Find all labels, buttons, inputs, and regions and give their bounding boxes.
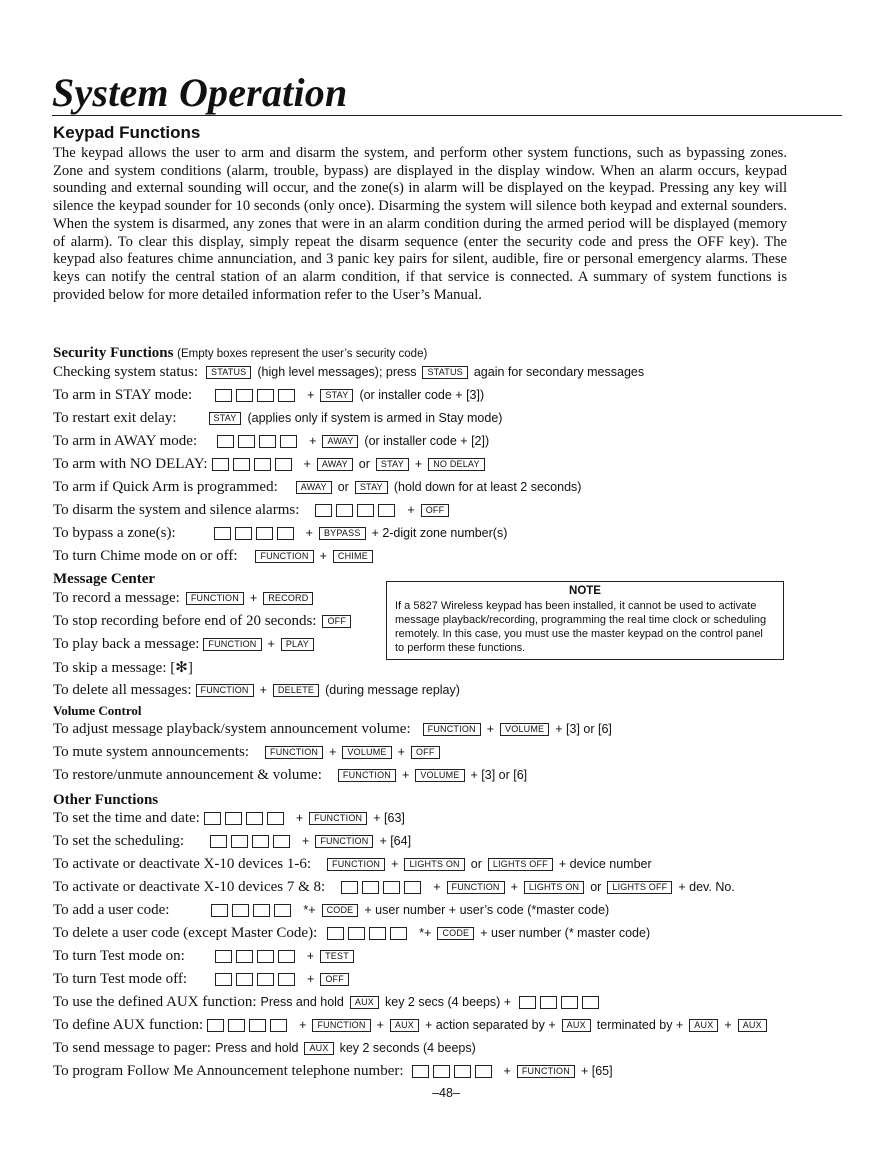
security-functions-heading <box>53 344 427 363</box>
function-text: (hold down for at least 2 seconds) <box>393 480 582 494</box>
key-code: CODE <box>322 904 359 917</box>
function-text: + <box>329 745 337 759</box>
security-code-boxes <box>212 458 296 471</box>
code-digit-box <box>235 527 252 540</box>
code-digit-box <box>215 389 232 402</box>
code-digit-box <box>232 904 249 917</box>
function-text: + <box>307 972 315 986</box>
code-digit-box <box>233 458 250 471</box>
key-lights-off: LIGHTS OFF <box>607 881 672 894</box>
function-text: key 2 seconds (4 beeps) <box>339 1041 476 1055</box>
code-digit-box <box>267 812 284 825</box>
code-digit-box <box>249 1019 266 1032</box>
function-text: (during message replay) <box>325 683 460 697</box>
code-digit-box <box>257 973 274 986</box>
key-function: FUNCTION <box>196 684 254 697</box>
function-text: + <box>402 768 410 782</box>
function-text: + [65] <box>580 1064 613 1078</box>
security-functions-title: Security Functions <box>53 345 174 361</box>
function-label: Checking system status: <box>53 363 198 380</box>
code-digit-box <box>278 389 295 402</box>
function-text: Press and hold <box>260 995 344 1009</box>
function-text: + dev. No. <box>678 880 735 894</box>
function-label: To turn Test mode off: <box>53 970 187 987</box>
security-code-boxes <box>217 435 301 448</box>
function-text: + <box>433 880 441 894</box>
security-code-boxes <box>214 527 298 540</box>
function-text: + [63] <box>373 811 405 825</box>
code-digit-box <box>278 973 295 986</box>
key-stay: STAY <box>355 481 388 494</box>
function-label: To activate or deactivate X-10 devices 1-6: <box>53 855 312 872</box>
code-digit-box <box>454 1065 471 1078</box>
function-row <box>53 831 415 851</box>
function-text: + <box>299 1018 307 1032</box>
function-row <box>53 477 585 497</box>
function-text: + <box>407 503 415 517</box>
page-number: –48– <box>432 1086 460 1100</box>
function-text: + <box>486 722 495 736</box>
function-text: + device number <box>558 857 652 871</box>
function-row <box>53 454 487 474</box>
key-function: FUNCTION <box>312 1019 370 1032</box>
code-digit-box <box>404 881 421 894</box>
security-code-boxes <box>204 812 288 825</box>
function-text: or <box>337 480 349 494</box>
function-label: To define AUX function: <box>53 1016 204 1033</box>
function-text: again for secondary messages <box>473 365 645 379</box>
function-row <box>53 946 356 966</box>
security-code-boxes <box>327 927 411 940</box>
key-aux: AUX <box>738 1019 767 1032</box>
function-text: + <box>249 591 258 605</box>
function-text: + <box>309 434 317 448</box>
function-text: + user number (* master code) <box>480 926 651 940</box>
code-digit-box <box>561 996 578 1009</box>
code-digit-box <box>211 904 228 917</box>
function-row <box>53 588 315 608</box>
key-off: OFF <box>320 973 349 986</box>
function-row <box>53 992 607 1012</box>
code-digit-box <box>348 927 365 940</box>
code-digit-box <box>390 927 407 940</box>
function-text: (or installer code + [3]) <box>359 388 485 402</box>
key-aux: AUX <box>562 1019 591 1032</box>
code-digit-box <box>231 835 248 848</box>
function-label: To arm with NO DELAY: <box>53 455 208 472</box>
key-stay: STAY <box>376 458 409 471</box>
code-digit-box <box>215 950 232 963</box>
key-volume: VOLUME <box>500 723 549 736</box>
function-text: + <box>376 1018 384 1032</box>
function-label: To activate or deactivate X-10 devices 7 & 8: <box>53 878 326 895</box>
security-functions-note: (Empty boxes represent the user’s security code) <box>177 348 428 360</box>
function-label: To delete a user code (except Master Code): <box>53 924 318 941</box>
function-label: To set the scheduling: <box>53 832 185 849</box>
function-row <box>53 546 375 566</box>
key-aux: AUX <box>304 1042 333 1055</box>
key-function: FUNCTION <box>265 746 323 759</box>
function-text: + <box>391 857 399 871</box>
code-digit-box <box>378 504 395 517</box>
function-row <box>53 765 531 785</box>
security-code-boxes <box>215 973 299 986</box>
function-row <box>53 969 351 989</box>
function-text: (applies only if system is armed in Stay mode) <box>247 411 503 425</box>
key-code: CODE <box>437 927 474 940</box>
key-status: STATUS <box>422 366 467 379</box>
code-digit-box <box>259 435 276 448</box>
security-code-boxes <box>215 950 299 963</box>
function-text: Press and hold <box>215 1041 299 1055</box>
code-digit-box <box>540 996 557 1009</box>
function-label: To arm in STAY mode: <box>53 386 193 403</box>
function-row <box>53 808 409 828</box>
note-box <box>386 581 784 660</box>
code-digit-box <box>212 458 229 471</box>
note-text: If a 5827 Wireless keypad has been installed, it cannot be used to activate message playback/recording, programming the real time clock or scheduling remotely. In this case, you must use the master keypad on the control panel to perform these functions. <box>395 600 767 654</box>
function-label: To turn Test mode on: <box>53 947 185 964</box>
code-digit-box <box>236 950 253 963</box>
function-label: To record a message: <box>53 589 180 606</box>
key-function: FUNCTION <box>255 550 313 563</box>
function-row <box>53 854 656 874</box>
function-row <box>53 611 353 631</box>
key-function: FUNCTION <box>423 723 481 736</box>
security-code-boxes <box>207 1019 291 1032</box>
volume-control-heading: Volume Control <box>53 703 142 718</box>
key-function: FUNCTION <box>203 638 261 651</box>
key-stay: STAY <box>320 389 353 402</box>
code-digit-box <box>275 458 292 471</box>
code-digit-box <box>225 812 242 825</box>
key-lights-on: LIGHTS ON <box>404 858 464 871</box>
key-delete: DELETE <box>273 684 319 697</box>
security-code-boxes <box>211 904 295 917</box>
function-row <box>53 680 464 700</box>
key-function: FUNCTION <box>517 1065 575 1078</box>
code-digit-box <box>315 504 332 517</box>
function-text: + [3] or [6] <box>555 722 612 736</box>
function-text: + [3] or [6] <box>470 768 528 782</box>
code-digit-box <box>383 881 400 894</box>
key-away: AWAY <box>317 458 353 471</box>
function-row <box>53 877 739 897</box>
key-chime: CHIME <box>333 550 373 563</box>
code-digit-box <box>336 504 353 517</box>
code-digit-box <box>256 527 273 540</box>
function-text: (or installer code + [2]) <box>364 434 490 448</box>
function-text: + <box>259 683 267 697</box>
function-text: + <box>295 811 304 825</box>
function-label: To stop recording before end of 20 seconds: <box>53 612 317 629</box>
key-aux: AUX <box>689 1019 718 1032</box>
function-label: To add a user code: <box>53 901 170 918</box>
function-text: + action separated by + <box>425 1018 556 1032</box>
function-text: or <box>358 457 370 471</box>
function-label: To set the time and date: <box>53 809 200 826</box>
function-row <box>53 408 506 428</box>
code-digit-box <box>274 904 291 917</box>
code-digit-box <box>236 973 253 986</box>
function-text: + <box>267 637 275 651</box>
function-text: + <box>414 457 423 471</box>
key-away: AWAY <box>296 481 332 494</box>
code-digit-box <box>278 950 295 963</box>
key-stay: STAY <box>209 412 242 425</box>
code-digit-box <box>217 435 234 448</box>
function-row <box>53 1015 769 1035</box>
function-row <box>53 923 654 943</box>
key-function: FUNCTION <box>186 592 244 605</box>
function-text: + <box>303 457 311 471</box>
key-status: STATUS <box>206 366 251 379</box>
key-test: TEST <box>320 950 354 963</box>
code-digit-box <box>412 1065 429 1078</box>
function-label: To restart exit delay: <box>53 409 177 426</box>
code-digit-box <box>369 927 386 940</box>
key-off: OFF <box>322 615 351 628</box>
key-function: FUNCTION <box>315 835 373 848</box>
title-rule <box>52 115 842 116</box>
code-digit-box <box>236 389 253 402</box>
code-digit-box <box>228 1019 245 1032</box>
function-text: + <box>397 745 405 759</box>
code-digit-box <box>327 927 344 940</box>
code-digit-box <box>257 389 274 402</box>
function-label: To mute system announcements: <box>53 743 249 760</box>
function-row <box>53 634 316 654</box>
function-text: + <box>307 388 315 402</box>
function-row <box>53 431 493 451</box>
code-digit-box <box>433 1065 450 1078</box>
function-row <box>53 657 193 677</box>
function-label: To skip a message: [✻] <box>53 659 193 676</box>
intro-paragraph: The keypad allows the user to arm and disarm the system, and perform other system functions, such as bypassing zones. Zone and system conditions (alarm, trouble, bypass) are displayed in the display window. When an alarm occurs, keypad sounding and external sounding will occur, and the zone(s) in alarm will be displayed on the keypad. Pressing any key will silence the keypad sounder for 10 seconds (only once). Disarming the system will silence both keypad and external sounders. When the system is disarmed, any zones that were in an alarm condition during the armed period will be displayed (memory of alarm). To clear this display, simply repeat the disarm sequence (enter the security code and press the OFF key). The keypad also features chime annunciation, and 3 panic key pairs for silent, audible, fire or personal emergency alarms. These keys can notify the central station of an alarm condition, if that service is connected. A summary of system functions is provided below for more detailed information refer to the User’s Manual. <box>53 145 787 303</box>
function-label: To adjust message playback/system announcement volume: <box>53 720 411 737</box>
code-digit-box <box>341 881 358 894</box>
code-digit-box <box>357 504 374 517</box>
function-row <box>53 385 488 405</box>
function-row <box>53 500 451 520</box>
key-record: RECORD <box>263 592 313 605</box>
code-digit-box <box>475 1065 492 1078</box>
function-text: key 2 secs (4 beeps) + <box>385 995 512 1009</box>
function-text: + <box>510 880 518 894</box>
security-code-boxes <box>315 504 399 517</box>
code-digit-box <box>362 881 379 894</box>
function-text: + [64] <box>379 834 412 848</box>
key-lights-on: LIGHTS ON <box>524 881 584 894</box>
function-text: terminated by + <box>596 1018 684 1032</box>
function-row <box>53 1061 617 1081</box>
function-text: + <box>302 834 310 848</box>
code-digit-box <box>215 973 232 986</box>
function-text: + <box>503 1064 511 1078</box>
function-text: + <box>724 1018 732 1032</box>
code-digit-box <box>519 996 536 1009</box>
key-volume: VOLUME <box>415 769 464 782</box>
key-aux: AUX <box>350 996 379 1009</box>
function-text: + <box>306 949 315 963</box>
key-bypass: BYPASS <box>319 527 366 540</box>
code-digit-box <box>280 435 297 448</box>
key-function: FUNCTION <box>309 812 367 825</box>
security-code-boxes <box>341 881 425 894</box>
code-digit-box <box>273 835 290 848</box>
function-row <box>53 523 511 543</box>
security-code-boxes <box>215 389 299 402</box>
function-row <box>53 719 616 739</box>
code-digit-box <box>254 458 271 471</box>
key-function: FUNCTION <box>447 881 505 894</box>
code-digit-box <box>277 527 294 540</box>
function-text: + user number + user’s code (*master code) <box>364 903 610 917</box>
function-text: or <box>470 857 482 871</box>
function-row <box>53 1038 480 1058</box>
function-text: + <box>319 549 327 563</box>
function-text: + <box>305 526 313 540</box>
function-label: To send message to pager: <box>53 1039 212 1056</box>
function-label: To arm in AWAY mode: <box>53 432 198 449</box>
function-label: To bypass a zone(s): <box>53 524 176 541</box>
function-label: To turn Chime mode on or off: <box>53 547 238 564</box>
function-text: + 2-digit zone number(s) <box>371 526 508 540</box>
security-code-boxes <box>412 1065 496 1078</box>
code-digit-box <box>238 435 255 448</box>
function-label: To play back a message: <box>53 635 200 652</box>
security-code-boxes <box>210 835 294 848</box>
code-digit-box <box>246 812 263 825</box>
code-digit-box <box>582 996 599 1009</box>
function-label: To restore/unmute announcement & volume: <box>53 766 322 783</box>
key-off: OFF <box>421 504 450 517</box>
key-away: AWAY <box>322 435 358 448</box>
other-functions-heading: Other Functions <box>53 792 159 808</box>
function-label: To disarm the system and silence alarms: <box>53 501 300 518</box>
key-play: PLAY <box>281 638 314 651</box>
key-volume: VOLUME <box>342 746 391 759</box>
function-text: *+ <box>419 926 432 940</box>
page-title: System Operation <box>52 70 348 115</box>
message-center-heading: Message Center <box>53 571 156 587</box>
function-label: To arm if Quick Arm is programmed: <box>53 478 278 495</box>
function-text: or <box>590 880 602 894</box>
code-digit-box <box>253 904 270 917</box>
function-row <box>53 900 613 920</box>
key-lights-off: LIGHTS OFF <box>488 858 553 871</box>
function-text: *+ <box>303 903 316 917</box>
function-label: To use the defined AUX function: <box>53 993 257 1010</box>
function-row <box>53 742 442 762</box>
function-text: (high level messages); press <box>257 365 417 379</box>
key-aux: AUX <box>390 1019 419 1032</box>
key-function: FUNCTION <box>338 769 396 782</box>
key-function: FUNCTION <box>327 858 385 871</box>
code-digit-box <box>207 1019 224 1032</box>
key-off: OFF <box>411 746 440 759</box>
code-digit-box <box>257 950 274 963</box>
code-digit-box <box>214 527 231 540</box>
function-row <box>53 362 648 382</box>
function-label: To delete all messages: <box>53 681 192 698</box>
code-digit-box <box>204 812 221 825</box>
key-no-delay: NO DELAY <box>428 458 484 471</box>
function-label: To program Follow Me Announcement telephone number: <box>53 1062 404 1079</box>
security-code-boxes <box>519 996 603 1009</box>
code-digit-box <box>270 1019 287 1032</box>
code-digit-box <box>210 835 227 848</box>
section-heading: Keypad Functions <box>53 123 201 142</box>
code-digit-box <box>252 835 269 848</box>
note-title: NOTE <box>569 585 601 597</box>
